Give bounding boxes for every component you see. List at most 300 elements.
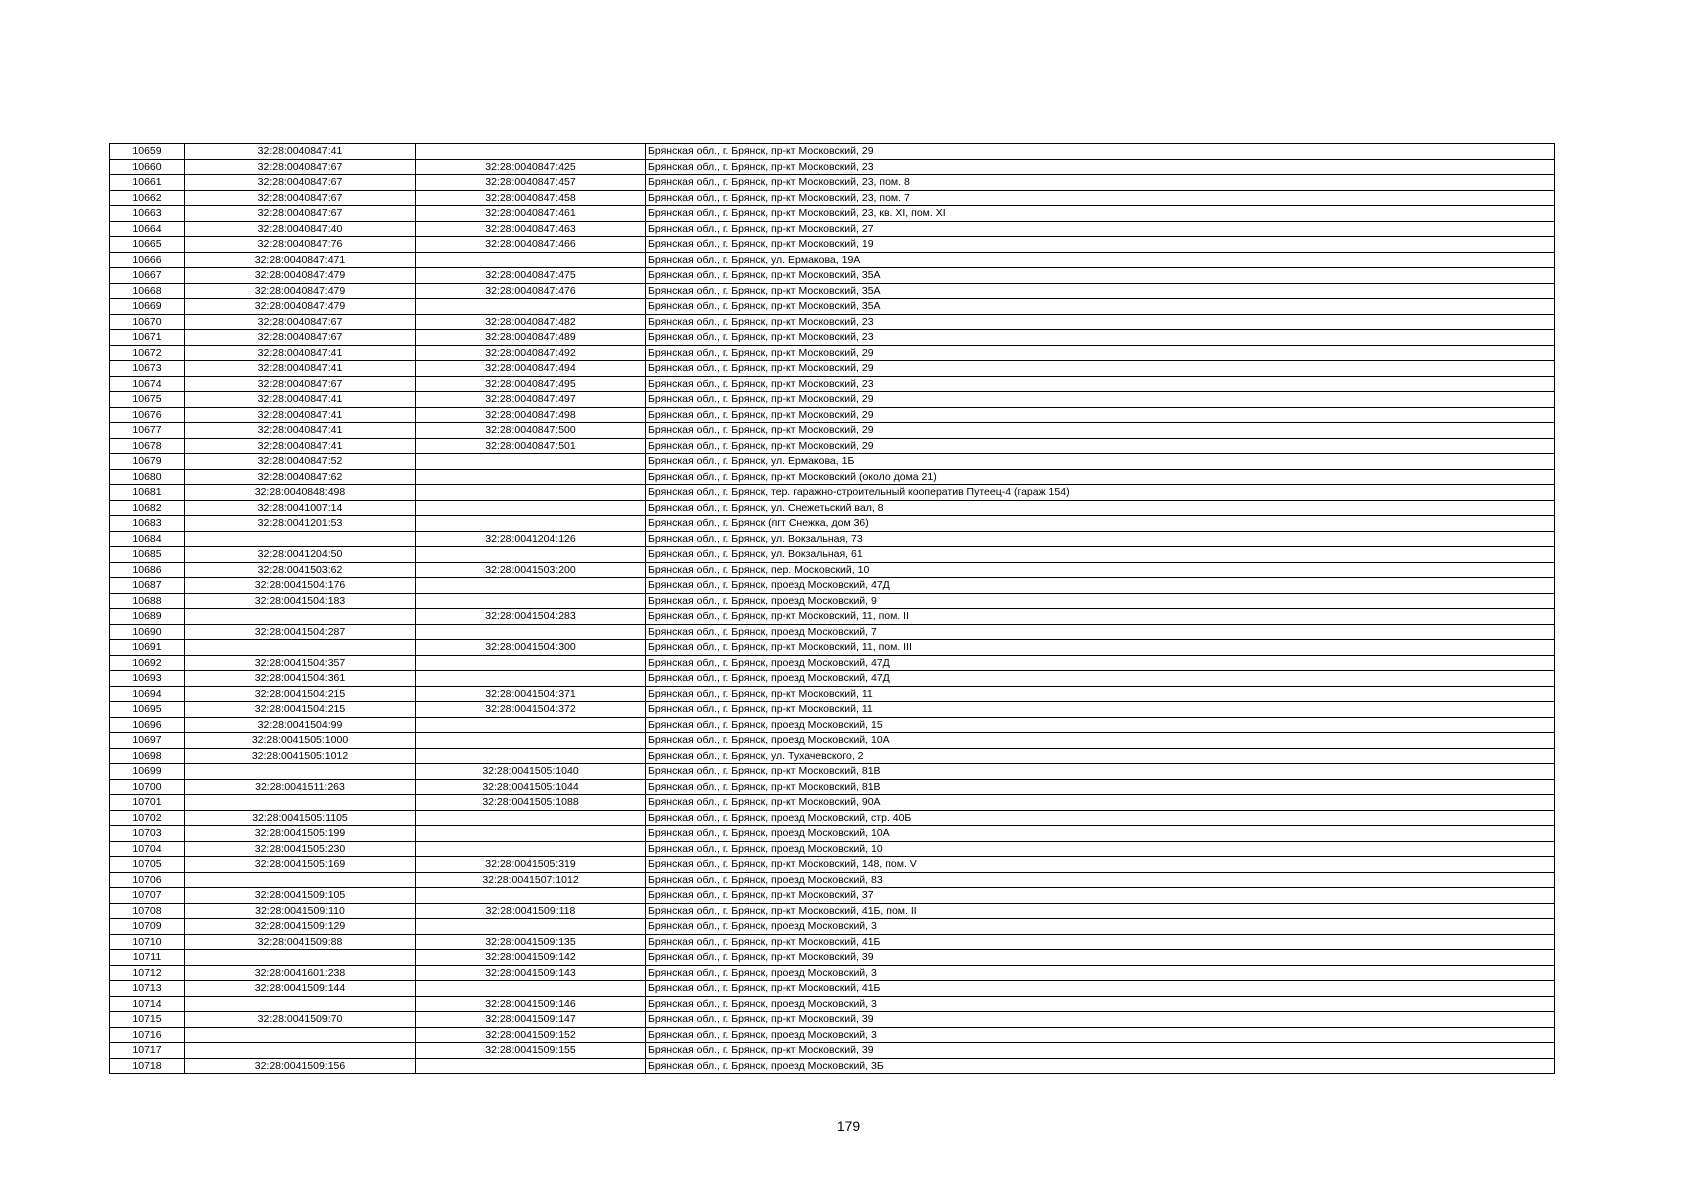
parcel-number-cell: 32:28:0041505:1000 [185,733,416,749]
table-row [110,640,1555,656]
object-number-cell [416,578,646,594]
row-number-cell: 10704 [110,841,185,857]
row-number-cell: 10705 [110,857,185,873]
parcel-number-cell: 32:28:0041601:238 [185,965,416,981]
row-number-cell: 10717 [110,1043,185,1059]
object-number-cell: 32:28:0040847:494 [416,361,646,377]
address-cell: Брянская обл., г. Брянск, пр-кт Московский, 11 [646,702,1555,718]
table-row [110,299,1555,315]
table-row [110,857,1555,873]
address-cell: Брянская обл., г. Брянск, пр-кт Московский (около дома 21) [646,469,1555,485]
parcel-number-cell: 32:28:0041509:70 [185,1012,416,1028]
object-number-cell: 32:28:0041509:143 [416,965,646,981]
address-cell: Брянская обл., г. Брянск, проезд Московский, 3Б [646,1058,1555,1074]
table-row [110,826,1555,842]
table-row [110,531,1555,547]
address-cell: Брянская обл., г. Брянск, ул. Вокзальная, 73 [646,531,1555,547]
parcel-number-cell: 32:28:0041504:215 [185,686,416,702]
object-number-cell: 32:28:0041505:1044 [416,779,646,795]
parcel-number-cell [185,609,416,625]
parcel-number-cell [185,795,416,811]
object-number-cell: 32:28:0040847:482 [416,314,646,330]
parcel-number-cell: 32:28:0041201:53 [185,516,416,532]
parcel-number-cell: 32:28:0041503:62 [185,562,416,578]
address-cell: Брянская обл., г. Брянск, пр-кт Московский, 39 [646,950,1555,966]
address-cell: Брянская обл., г. Брянск, пр-кт Московский, 90А [646,795,1555,811]
row-number-cell: 10664 [110,221,185,237]
object-number-cell: 32:28:0040847:461 [416,206,646,222]
table-row [110,454,1555,470]
address-cell: Брянская обл., г. Брянск, пр-кт Московский, 11, пом. II [646,609,1555,625]
object-number-cell [416,1058,646,1074]
table-row [110,407,1555,423]
parcel-number-cell: 32:28:0041505:169 [185,857,416,873]
address-cell: Брянская обл., г. Брянск, пр-кт Московский, 23, кв. XI, пом. XI [646,206,1555,222]
table-row [110,144,1555,160]
parcel-number-cell: 32:28:0040847:67 [185,314,416,330]
row-number-cell: 10701 [110,795,185,811]
table-row [110,221,1555,237]
table-row [110,1012,1555,1028]
address-cell: Брянская обл., г. Брянск, пр-кт Московский, 19 [646,237,1555,253]
table-row [110,345,1555,361]
registry-table [109,143,1555,1074]
table-row [110,314,1555,330]
table-row [110,268,1555,284]
address-cell: Брянская обл., г. Брянск, проезд Московский, 3 [646,965,1555,981]
parcel-number-cell: 32:28:0041504:287 [185,624,416,640]
object-number-cell [416,748,646,764]
parcel-number-cell: 32:28:0040847:67 [185,330,416,346]
object-number-cell: 32:28:0041504:372 [416,702,646,718]
row-number-cell: 10686 [110,562,185,578]
object-number-cell [416,826,646,842]
table-row [110,841,1555,857]
address-cell: Брянская обл., г. Брянск, проезд Московский, 3 [646,1027,1555,1043]
row-number-cell: 10703 [110,826,185,842]
row-number-cell: 10715 [110,1012,185,1028]
address-cell: Брянская обл., г. Брянск, проезд Московский, 47Д [646,655,1555,671]
object-number-cell [416,144,646,160]
object-number-cell: 32:28:0040847:492 [416,345,646,361]
table-row [110,423,1555,439]
row-number-cell: 10667 [110,268,185,284]
table-row [110,159,1555,175]
parcel-number-cell: 32:28:0040847:471 [185,252,416,268]
object-number-cell [416,717,646,733]
address-cell: Брянская обл., г. Брянск, проезд Московский, 10 [646,841,1555,857]
parcel-number-cell [185,872,416,888]
parcel-number-cell: 32:28:0040847:479 [185,283,416,299]
table-row [110,609,1555,625]
table-row [110,779,1555,795]
object-number-cell: 32:28:0040847:498 [416,407,646,423]
address-cell: Брянская обл., г. Брянск, пр-кт Московский, 23 [646,314,1555,330]
parcel-number-cell: 32:28:0041504:361 [185,671,416,687]
parcel-number-cell: 32:28:0041505:199 [185,826,416,842]
parcel-number-cell: 32:28:0040847:67 [185,190,416,206]
parcel-number-cell: 32:28:0040847:41 [185,144,416,160]
object-number-cell: 32:28:0040847:425 [416,159,646,175]
row-number-cell: 10709 [110,919,185,935]
object-number-cell [416,454,646,470]
row-number-cell: 10687 [110,578,185,594]
table-row [110,686,1555,702]
row-number-cell: 10671 [110,330,185,346]
table-row [110,733,1555,749]
parcel-number-cell: 32:28:0041007:14 [185,500,416,516]
table-row [110,888,1555,904]
address-cell: Брянская обл., г. Брянск, пр-кт Московский, 39 [646,1012,1555,1028]
address-cell: Брянская обл., г. Брянск, пр-кт Московский, 148, пом. V [646,857,1555,873]
parcel-number-cell: 32:28:0040847:479 [185,299,416,315]
table-row [110,547,1555,563]
parcel-number-cell: 32:28:0040847:479 [185,268,416,284]
row-number-cell: 10684 [110,531,185,547]
row-number-cell: 10700 [110,779,185,795]
object-number-cell [416,981,646,997]
object-number-cell: 32:28:0041505:1040 [416,764,646,780]
row-number-cell: 10696 [110,717,185,733]
row-number-cell: 10675 [110,392,185,408]
object-number-cell [416,841,646,857]
object-number-cell: 32:28:0040847:500 [416,423,646,439]
object-number-cell [416,810,646,826]
object-number-cell: 32:28:0040847:458 [416,190,646,206]
table-row [110,485,1555,501]
parcel-number-cell [185,950,416,966]
address-cell: Брянская обл., г. Брянск, пр-кт Московский, 23, пом. 8 [646,175,1555,191]
object-number-cell: 32:28:0041509:152 [416,1027,646,1043]
parcel-number-cell: 32:28:0040847:41 [185,438,416,454]
row-number-cell: 10660 [110,159,185,175]
row-number-cell: 10711 [110,950,185,966]
object-number-cell [416,593,646,609]
table-row [110,175,1555,191]
parcel-number-cell: 32:28:0041509:88 [185,934,416,950]
row-number-cell: 10681 [110,485,185,501]
table-row [110,996,1555,1012]
address-cell: Брянская обл., г. Брянск (пгт Снежка, дом 36) [646,516,1555,532]
object-number-cell: 32:28:0041509:147 [416,1012,646,1028]
parcel-number-cell: 32:28:0041504:215 [185,702,416,718]
row-number-cell: 10707 [110,888,185,904]
row-number-cell: 10659 [110,144,185,160]
parcel-number-cell: 32:28:0041509:129 [185,919,416,935]
parcel-number-cell [185,1043,416,1059]
address-cell: Брянская обл., г. Брянск, пр-кт Московский, 35А [646,268,1555,284]
parcel-number-cell: 32:28:0041509:105 [185,888,416,904]
address-cell: Брянская обл., г. Брянск, проезд Московский, 7 [646,624,1555,640]
parcel-number-cell [185,640,416,656]
row-number-cell: 10718 [110,1058,185,1074]
row-number-cell: 10694 [110,686,185,702]
table-row [110,361,1555,377]
table-row [110,1027,1555,1043]
object-number-cell: 32:28:0041507:1012 [416,872,646,888]
address-cell: Брянская обл., г. Брянск, пр-кт Московский, 29 [646,345,1555,361]
row-number-cell: 10695 [110,702,185,718]
address-cell: Брянская обл., г. Брянск, проезд Московский, 3 [646,996,1555,1012]
row-number-cell: 10708 [110,903,185,919]
address-cell: Брянская обл., г. Брянск, пр-кт Московский, 23 [646,376,1555,392]
object-number-cell: 32:28:0041503:200 [416,562,646,578]
parcel-number-cell: 32:28:0041504:176 [185,578,416,594]
address-cell: Брянская обл., г. Брянск, ул. Тухачевского, 2 [646,748,1555,764]
parcel-number-cell: 32:28:0041204:50 [185,547,416,563]
row-number-cell: 10697 [110,733,185,749]
row-number-cell: 10702 [110,810,185,826]
table-row [110,330,1555,346]
table-row [110,671,1555,687]
table-row [110,702,1555,718]
object-number-cell: 32:28:0041509:118 [416,903,646,919]
address-cell: Брянская обл., г. Брянск, пр-кт Московский, 81В [646,764,1555,780]
object-number-cell [416,485,646,501]
object-number-cell: 32:28:0041509:135 [416,934,646,950]
row-number-cell: 10673 [110,361,185,377]
parcel-number-cell: 32:28:0040848:498 [185,485,416,501]
table-row [110,206,1555,222]
address-cell: Брянская обл., г. Брянск, ул. Снежетьский вал, 8 [646,500,1555,516]
object-number-cell: 32:28:0041504:283 [416,609,646,625]
parcel-number-cell: 32:28:0041509:156 [185,1058,416,1074]
address-cell: Брянская обл., г. Брянск, пр-кт Московский, 11 [646,686,1555,702]
row-number-cell: 10691 [110,640,185,656]
object-number-cell [416,516,646,532]
parcel-number-cell: 32:28:0041509:110 [185,903,416,919]
row-number-cell: 10663 [110,206,185,222]
table-row [110,578,1555,594]
parcel-number-cell: 32:28:0041505:1105 [185,810,416,826]
address-cell: Брянская обл., г. Брянск, пр-кт Московский, 35А [646,299,1555,315]
object-number-cell: 32:28:0040847:457 [416,175,646,191]
address-cell: Брянская обл., г. Брянск, пр-кт Московский, 41Б, пом. II [646,903,1555,919]
object-number-cell [416,469,646,485]
table-row [110,438,1555,454]
row-number-cell: 10716 [110,1027,185,1043]
table-row [110,764,1555,780]
table-row [110,655,1555,671]
row-number-cell: 10680 [110,469,185,485]
parcel-number-cell: 32:28:0040847:76 [185,237,416,253]
address-cell: Брянская обл., г. Брянск, пр-кт Московский, 27 [646,221,1555,237]
object-number-cell [416,888,646,904]
row-number-cell: 10668 [110,283,185,299]
parcel-number-cell: 32:28:0040847:67 [185,376,416,392]
row-number-cell: 10685 [110,547,185,563]
parcel-number-cell: 32:28:0041505:1012 [185,748,416,764]
object-number-cell [416,671,646,687]
table-row [110,376,1555,392]
parcel-number-cell: 32:28:0041511:263 [185,779,416,795]
address-cell: Брянская обл., г. Брянск, проезд Московский, 15 [646,717,1555,733]
address-cell: Брянская обл., г. Брянск, проезд Московский, 47Д [646,671,1555,687]
row-number-cell: 10665 [110,237,185,253]
table-row [110,500,1555,516]
table-row [110,190,1555,206]
object-number-cell: 32:28:0041504:371 [416,686,646,702]
row-number-cell: 10672 [110,345,185,361]
object-number-cell: 32:28:0040847:463 [416,221,646,237]
row-number-cell: 10693 [110,671,185,687]
parcel-number-cell: 32:28:0041509:144 [185,981,416,997]
row-number-cell: 10676 [110,407,185,423]
address-cell: Брянская обл., г. Брянск, проезд Московский, 10А [646,826,1555,842]
address-cell: Брянская обл., г. Брянск, пр-кт Московский, 41Б [646,934,1555,950]
address-cell: Брянская обл., г. Брянск, пр-кт Московский, 29 [646,438,1555,454]
parcel-number-cell: 32:28:0041504:183 [185,593,416,609]
row-number-cell: 10706 [110,872,185,888]
page-number: 179 [836,1118,861,1134]
address-cell: Брянская обл., г. Брянск, ул. Вокзальная, 61 [646,547,1555,563]
address-cell: Брянская обл., г. Брянск, пр-кт Московский, 29 [646,407,1555,423]
table-row [110,872,1555,888]
table-row [110,903,1555,919]
row-number-cell: 10688 [110,593,185,609]
object-number-cell: 32:28:0040847:466 [416,237,646,253]
parcel-number-cell: 32:28:0041504:357 [185,655,416,671]
table-row [110,795,1555,811]
table-row [110,748,1555,764]
object-number-cell: 32:28:0041505:1088 [416,795,646,811]
row-number-cell: 10692 [110,655,185,671]
row-number-cell: 10710 [110,934,185,950]
address-cell: Брянская обл., г. Брянск, пр-кт Московский, 11, пом. III [646,640,1555,656]
table-row [110,283,1555,299]
parcel-number-cell [185,764,416,780]
address-cell: Брянская обл., г. Брянск, проезд Московский, 9 [646,593,1555,609]
row-number-cell: 10677 [110,423,185,439]
address-cell: Брянская обл., г. Брянск, пр-кт Московский, 23 [646,159,1555,175]
table-row [110,934,1555,950]
object-number-cell: 32:28:0040847:489 [416,330,646,346]
row-number-cell: 10678 [110,438,185,454]
row-number-cell: 10682 [110,500,185,516]
row-number-cell: 10666 [110,252,185,268]
table-row [110,392,1555,408]
row-number-cell: 10690 [110,624,185,640]
table-row [110,624,1555,640]
address-cell: Брянская обл., г. Брянск, пр-кт Московский, 41Б [646,981,1555,997]
parcel-number-cell: 32:28:0040847:40 [185,221,416,237]
row-number-cell: 10674 [110,376,185,392]
table-row [110,919,1555,935]
row-number-cell: 10698 [110,748,185,764]
object-number-cell: 32:28:0040847:501 [416,438,646,454]
address-cell: Брянская обл., г. Брянск, пр-кт Московский, 29 [646,361,1555,377]
object-number-cell: 32:28:0041504:300 [416,640,646,656]
parcel-number-cell: 32:28:0040847:67 [185,206,416,222]
parcel-number-cell: 32:28:0040847:67 [185,159,416,175]
object-number-cell [416,624,646,640]
parcel-number-cell [185,1027,416,1043]
object-number-cell [416,919,646,935]
parcel-number-cell: 32:28:0040847:41 [185,361,416,377]
parcel-number-cell: 32:28:0041504:99 [185,717,416,733]
object-number-cell [416,500,646,516]
object-number-cell [416,299,646,315]
object-number-cell: 32:28:0040847:497 [416,392,646,408]
address-cell: Брянская обл., г. Брянск, тер. гаражно-строительный кооператив Путеец-4 (гараж 154) [646,485,1555,501]
address-cell: Брянская обл., г. Брянск, пр-кт Московский, 29 [646,144,1555,160]
object-number-cell: 32:28:0041509:142 [416,950,646,966]
parcel-number-cell: 32:28:0040847:41 [185,407,416,423]
address-cell: Брянская обл., г. Брянск, пр-кт Московский, 37 [646,888,1555,904]
row-number-cell: 10669 [110,299,185,315]
parcel-number-cell [185,531,416,547]
address-cell: Брянская обл., г. Брянск, проезд Московский, 10А [646,733,1555,749]
table-row [110,1043,1555,1059]
object-number-cell [416,547,646,563]
address-cell: Брянская обл., г. Брянск, проезд Московский, стр. 40Б [646,810,1555,826]
address-cell: Брянская обл., г. Брянск, пр-кт Московский, 23, пом. 7 [646,190,1555,206]
parcel-number-cell: 32:28:0040847:41 [185,423,416,439]
table-row [110,1058,1555,1074]
parcel-number-cell: 32:28:0040847:52 [185,454,416,470]
address-cell: Брянская обл., г. Брянск, проезд Московский, 47Д [646,578,1555,594]
parcel-number-cell: 32:28:0040847:41 [185,392,416,408]
address-cell: Брянская обл., г. Брянск, пр-кт Московский, 81В [646,779,1555,795]
row-number-cell: 10713 [110,981,185,997]
row-number-cell: 10714 [110,996,185,1012]
object-number-cell: 32:28:0041204:126 [416,531,646,547]
address-cell: Брянская обл., г. Брянск, пр-кт Московский, 29 [646,423,1555,439]
address-cell: Брянская обл., г. Брянск, пр-кт Московский, 39 [646,1043,1555,1059]
registry-table-body [110,144,1555,1074]
object-number-cell: 32:28:0040847:476 [416,283,646,299]
row-number-cell: 10689 [110,609,185,625]
row-number-cell: 10712 [110,965,185,981]
address-cell: Брянская обл., г. Брянск, ул. Ермакова, 19А [646,252,1555,268]
row-number-cell: 10670 [110,314,185,330]
address-cell: Брянская обл., г. Брянск, проезд Московский, 3 [646,919,1555,935]
object-number-cell [416,733,646,749]
row-number-cell: 10683 [110,516,185,532]
address-cell: Брянская обл., г. Брянск, проезд Московский, 83 [646,872,1555,888]
table-row [110,965,1555,981]
object-number-cell: 32:28:0040847:475 [416,268,646,284]
table-row [110,562,1555,578]
object-number-cell [416,655,646,671]
table-row [110,516,1555,532]
table-row [110,593,1555,609]
table-row [110,252,1555,268]
row-number-cell: 10679 [110,454,185,470]
object-number-cell: 32:28:0041509:146 [416,996,646,1012]
row-number-cell: 10661 [110,175,185,191]
table-row [110,950,1555,966]
address-cell: Брянская обл., г. Брянск, пр-кт Московский, 35А [646,283,1555,299]
address-cell: Брянская обл., г. Брянск, пер. Московский, 10 [646,562,1555,578]
table-row [110,810,1555,826]
object-number-cell [416,252,646,268]
table-row [110,717,1555,733]
object-number-cell: 32:28:0041505:319 [416,857,646,873]
address-cell: Брянская обл., г. Брянск, пр-кт Московский, 29 [646,392,1555,408]
table-row [110,981,1555,997]
parcel-number-cell: 32:28:0040847:41 [185,345,416,361]
parcel-number-cell [185,996,416,1012]
object-number-cell: 32:28:0040847:495 [416,376,646,392]
parcel-number-cell: 32:28:0041505:230 [185,841,416,857]
address-cell: Брянская обл., г. Брянск, ул. Ермакова, 1Б [646,454,1555,470]
parcel-number-cell: 32:28:0040847:62 [185,469,416,485]
object-number-cell: 32:28:0041509:155 [416,1043,646,1059]
table-row [110,237,1555,253]
parcel-number-cell: 32:28:0040847:67 [185,175,416,191]
address-cell: Брянская обл., г. Брянск, пр-кт Московский, 23 [646,330,1555,346]
